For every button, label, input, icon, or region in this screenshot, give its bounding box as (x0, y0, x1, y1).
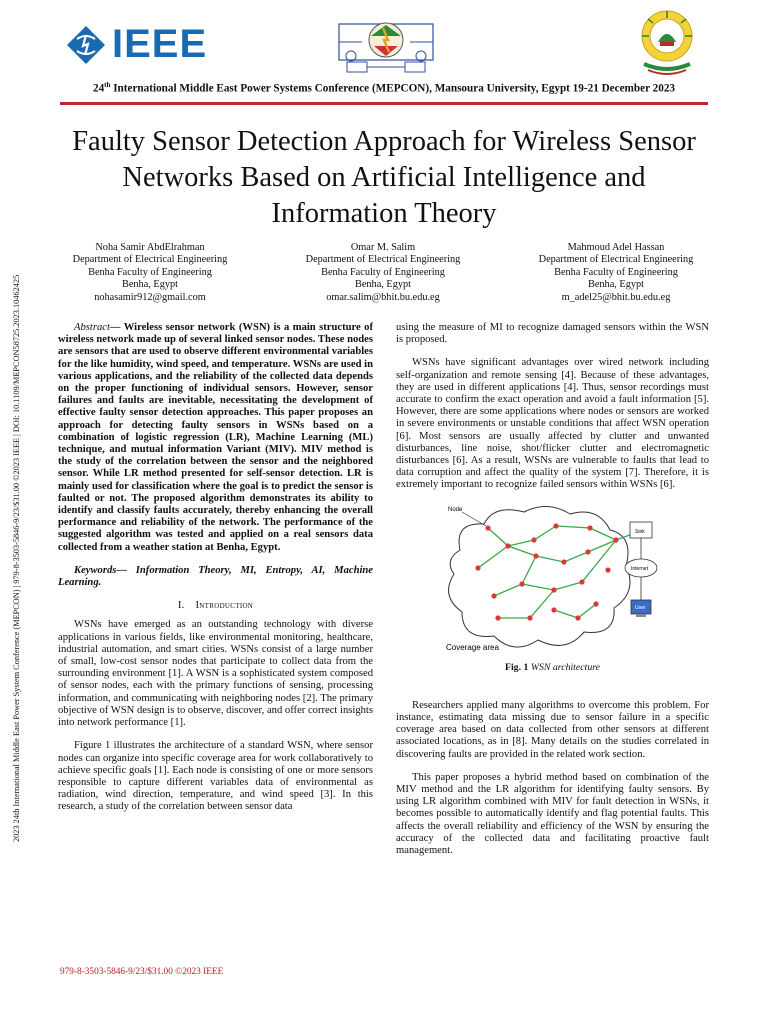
author-email: omar.salim@bhit.bu.edu.eg (326, 291, 440, 303)
author-faculty: Benha Faculty of Engineering (88, 266, 212, 278)
figure-wsn-architecture (396, 500, 709, 660)
right-paragraph-2: Researchers applied many algorithms to overcome this problem. For instance, estimating data missing due to sensor failure in a specific coverage area based on data collected from other sensors at different associated locations, as in [8]. Many details on the studies correlated in discovering faults are provided in the related work section. (396, 699, 709, 760)
author-name: Omar M. Salim (350, 242, 416, 253)
footer-isbn: 979-8-3503-5846-9/23/$31.00 ©2023 IEEE (60, 967, 224, 977)
doi-side-strip: 2023 24th International Middle East Power System Conference (MEPCON) | 979-8-3503-5846-9/23/$31.00 ©2023 IEEE | DOI: 10.1109/MEPCON58725.2023.10462425 (12, 274, 21, 842)
author-location: Benha, Egypt (587, 279, 645, 291)
internet-label: Internet (631, 565, 648, 572)
section-heading-introduction: I. Introduction (177, 600, 254, 612)
right-paragraph-1: WSNs have significant advantages over wired network including self-organization and remote sensing [4]. Because of these advantages, they are used in different applications [4]. Thus, sensor recordings must accurate to confirm the exact operation and avoid a fault information [5]. However, there are some applications where nodes or sensors are worked in severe environments or unstable conditions that affect WSN operation [6]. Most sensors are usually affected by clutter and unwanted disturbances, line noise, shot/flicker clutter and electromagnetic disturbances [6]. As a result, WSNs are vulnerable to faults that lead to data corruption and affect the quality of the system [7]. Therefore, it is extremely important to recognize failed sensors within WSNs [6]. (396, 357, 709, 491)
ieee-logo (66, 24, 211, 66)
author-dept: Department of Electrical Engineering (72, 254, 228, 266)
right-column (396, 322, 709, 857)
intro-paragraph-2: Figure 1 illustrates the architecture of a standard WSN, where sensor nodes can organize into specific coverage area for work collaboratively to achieve specific goals [1]. Each node is consisting of one or more sensors responsible to capture different variables data of environmental as radiation, wind direction, temperature, and wind speed [3]. In this research, a study of the correlation between sensor data (58, 740, 373, 813)
author-block-1 (40, 242, 260, 304)
keywords: Keywords— Information Theory, MI, Entropy, AI, Machine Learning. (58, 564, 373, 589)
author-dept: Department of Electrical Engineering (538, 254, 694, 266)
author-faculty: Benha Faculty of Engineering (321, 266, 445, 278)
coverage-label: Coverage area (446, 642, 499, 652)
author-name: Noha Samir AbdElrahman (95, 242, 205, 253)
author-email: nohasamir912@gmail.com (94, 291, 206, 303)
ieee-wordmark: IEEE (112, 22, 208, 66)
figure-caption: Fig. 1 WSN architecture (504, 661, 601, 673)
author-location: Benha, Egypt (121, 279, 179, 291)
node-label: Node (448, 506, 463, 513)
author-block-3 (506, 242, 726, 304)
intro-paragraph-1: WSNs have emerged as an outstanding technology with diverse applications in various fields, like environmental monitoring, healthcare, industrial automation, and smart cities. WSNs consist of a large number of small, low-cost sensor nodes that participate to collect data from the surrounding environment [1]. A WSN is a sophisticated system composed of sensor nodes, each with the primary functions of sensing, processing information, and communicating with neighboring nodes [2]. The primary objective of WSN design is to observe, discover, and offer correct insights into network performance [1]. (58, 619, 373, 729)
author-name: Mahmoud Adel Hassan (567, 242, 665, 253)
wsn-diagram (438, 500, 668, 660)
university-seal (636, 8, 698, 78)
user-label: User (635, 604, 646, 611)
right-paragraph-3: This paper proposes a hybrid method based on combination of the MIV method and the LR algorithm for identifying faulty sensors. By using LR algorithm combined with MIV for fault detection in WSNs, it becomes possible to automatically identify and flag potential faults. This affects the overall reliability and efficiency of the WSN by ensuring the accuracy of the collected data and facilitating proactive fault management. (396, 771, 709, 857)
coverage-cloud (449, 506, 630, 647)
author-dept: Department of Electrical Engineering (305, 254, 461, 266)
conference-line: 24th International Middle East Power Systems Conference (MEPCON), Mansoura University, Egypt 19-21 December 2023 (92, 81, 676, 95)
mepcon-logo (327, 16, 445, 78)
left-column (58, 322, 373, 814)
paper-title: Faulty Sensor Detection Approach for Wireless Sensor Networks Based on Artificial Intelligence and Information Theory (72, 126, 696, 229)
author-block-2 (273, 242, 493, 304)
abstract: Abstract— Wireless sensor network (WSN) is a main structure of wireless network made up of several linked sensor nodes. These nodes are sensors that are used to observe different environmental variables for the like humidity, wind speed, and temperature. WSNs are used in various applications, and the reliability of the collected data depends on the proper functioning of individual sensors. However, sensor failures and faults are inevitable, necessitating the development of effective faulty sensor detection approaches. This paper proposes an approach for detecting faulty sensors in WSNs based on a combination of logistic regression (LR), Machine Learning (ML) technique, and mutual information Variant (MIV). MIV method is the study of the correlation between the sensor and the neighbored sensor. While LR method presented for self-sensor detection. LR is mainly used for classification where the goal is to predict the sensor is faulted or not. The proposed algorithm demonstrates its ability to identify and classify faults accurately, thereby enhancing the overall performance and reliability of the network. The performance of the suggested algorithm was tested and applied on a real sensors data collected from a weather station at Benha, Egypt. (58, 322, 373, 553)
author-location: Benha, Egypt (354, 279, 412, 291)
author-faculty: Benha Faculty of Engineering (554, 266, 678, 278)
header-rule (60, 102, 708, 105)
sink-label: Sink (635, 528, 645, 535)
author-email: m_adel25@bhit.bu.edu.eg (561, 291, 671, 303)
right-continuation: using the measure of MI to recognize damaged sensors within the WSN is proposed. (396, 322, 709, 346)
ieee-diamond-icon (66, 25, 106, 65)
